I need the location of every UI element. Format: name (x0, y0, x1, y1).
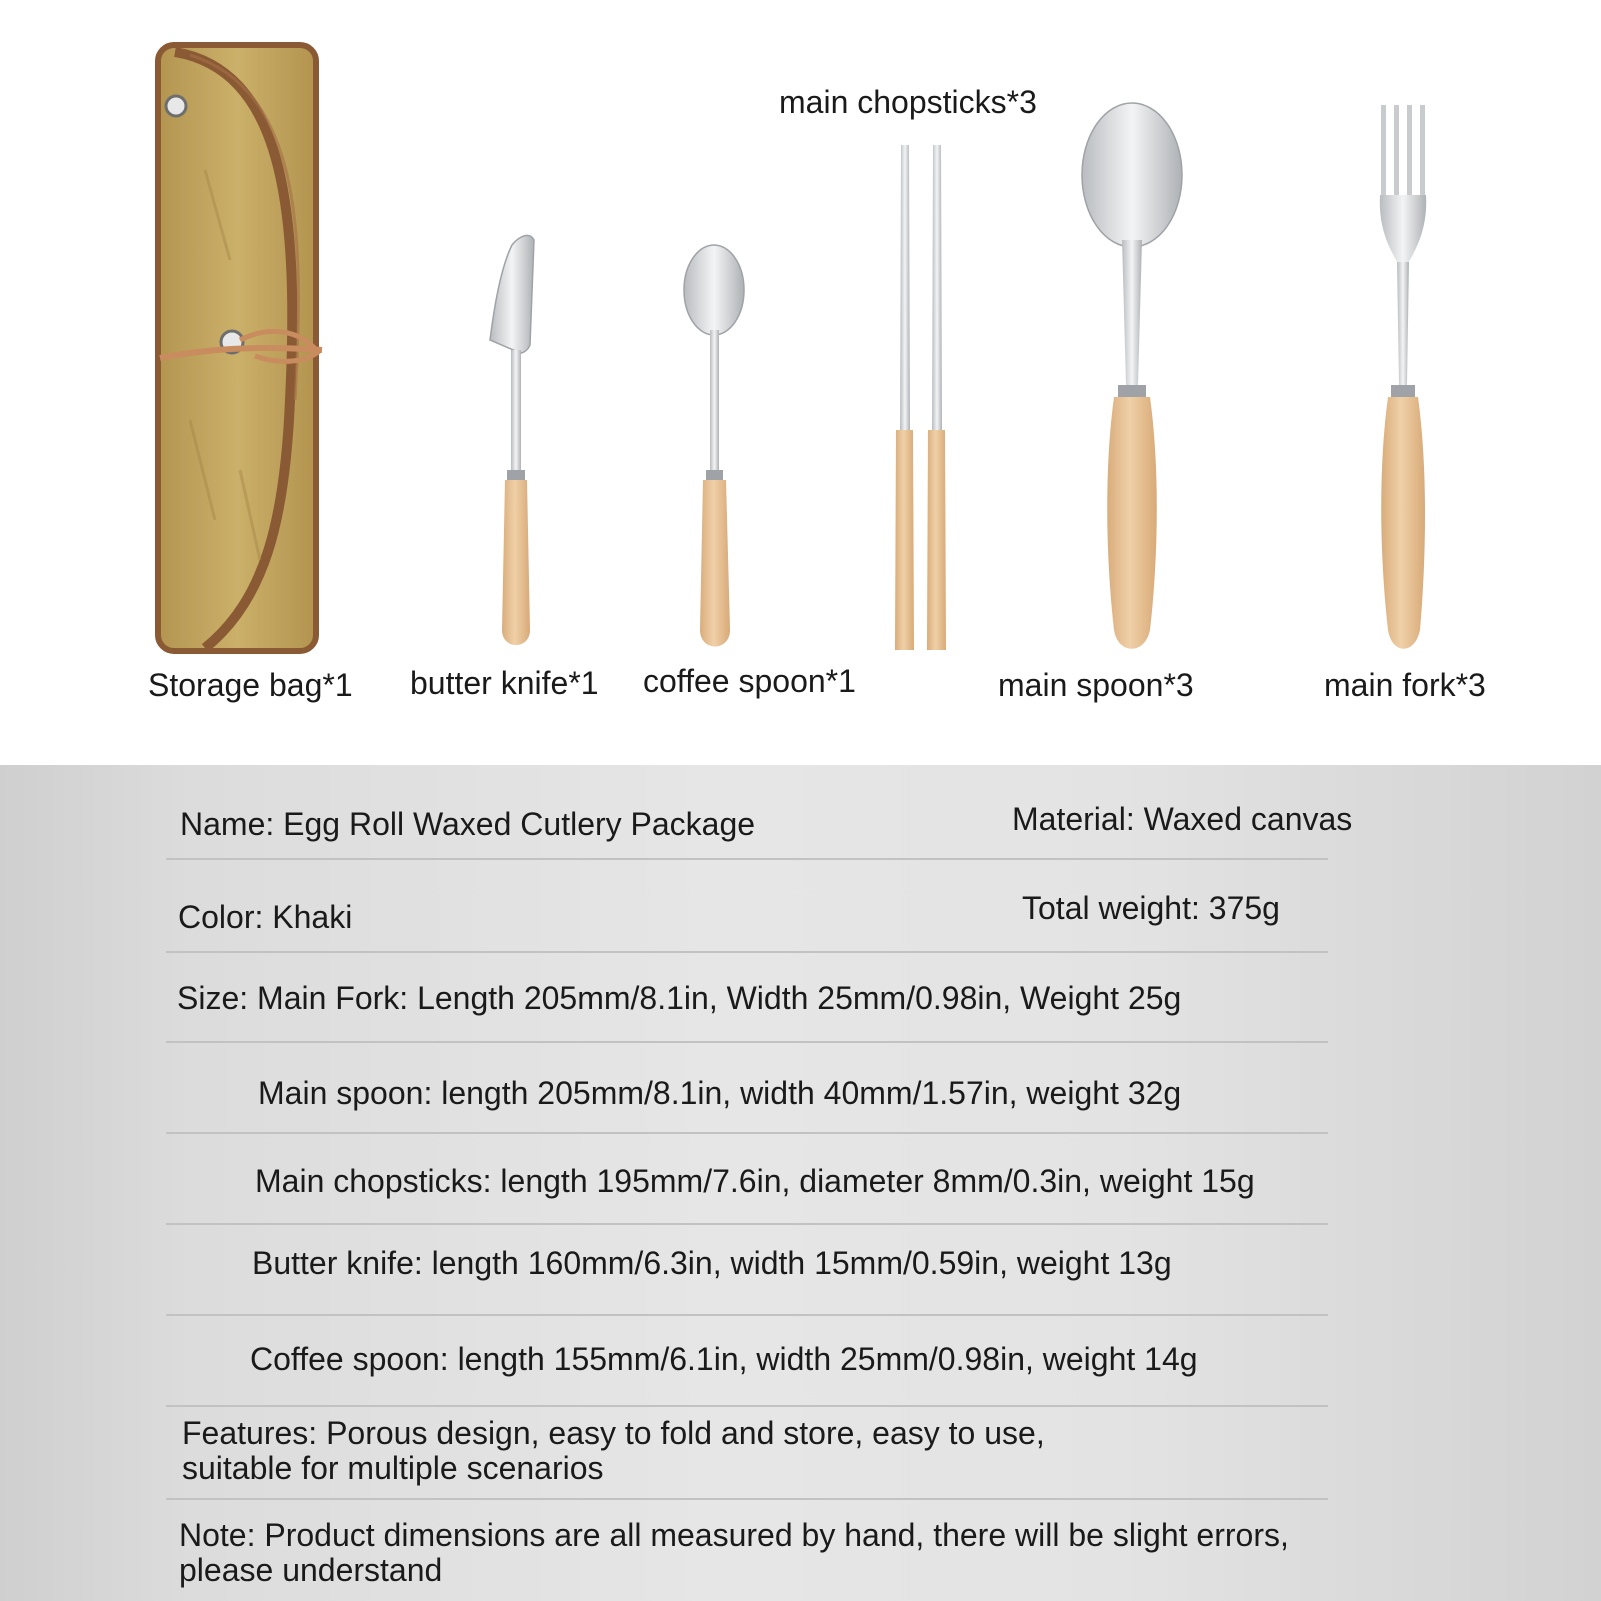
spec-material: Material: Waxed canvas (1012, 801, 1353, 837)
divider (166, 951, 1328, 953)
spec-name: Name: Egg Roll Waxed Cutlery Package (180, 806, 756, 842)
divider (166, 1498, 1328, 1500)
divider (166, 858, 1328, 860)
spec-butter-knife: Butter knife: length 160mm/6.3in, width 15mm/0.59in, weight 13g (252, 1245, 1172, 1281)
coffee-spoon-image (684, 245, 744, 647)
label-coffee-spoon: coffee spoon*1 (643, 663, 856, 699)
spec-features: Features: Porous design, easy to fold and store, easy to use, suitable for multiple scenarios (182, 1415, 1045, 1486)
storage-bag-image (158, 45, 322, 651)
divider (166, 1041, 1328, 1043)
spec-size-main-fork: Size: Main Fork: Length 205mm/8.1in, Width 25mm/0.98in, Weight 25g (177, 980, 1182, 1016)
spec-main-chopsticks: Main chopsticks: length 195mm/7.6in, diameter 8mm/0.3in, weight 15g (255, 1163, 1255, 1199)
spec-total-weight: Total weight: 375g (1022, 890, 1280, 926)
spec-color: Color: Khaki (178, 899, 353, 935)
label-chopsticks: main chopsticks*3 (779, 84, 1037, 120)
divider (166, 1132, 1328, 1134)
label-storage-bag: Storage bag*1 (148, 667, 353, 703)
label-butter-knife: butter knife*1 (410, 665, 599, 701)
spec-coffee-spoon: Coffee spoon: length 155mm/6.1in, width 25mm/0.98in, weight 14g (250, 1341, 1198, 1377)
main-fork-image (1380, 105, 1426, 649)
divider (166, 1405, 1328, 1407)
spec-main-spoon: Main spoon: length 205mm/8.1in, width 40mm/1.57in, weight 32g (258, 1075, 1182, 1111)
divider (166, 1223, 1328, 1225)
main-spoon-image (1082, 103, 1182, 649)
chopsticks-image (895, 145, 946, 650)
label-main-fork: main fork*3 (1324, 667, 1486, 703)
spec-note: Note: Product dimensions are all measured by hand, there will be slight errors, please understand (179, 1517, 1289, 1588)
divider (166, 1314, 1328, 1316)
butter-knife-image (490, 235, 534, 645)
label-main-spoon: main spoon*3 (998, 667, 1194, 703)
